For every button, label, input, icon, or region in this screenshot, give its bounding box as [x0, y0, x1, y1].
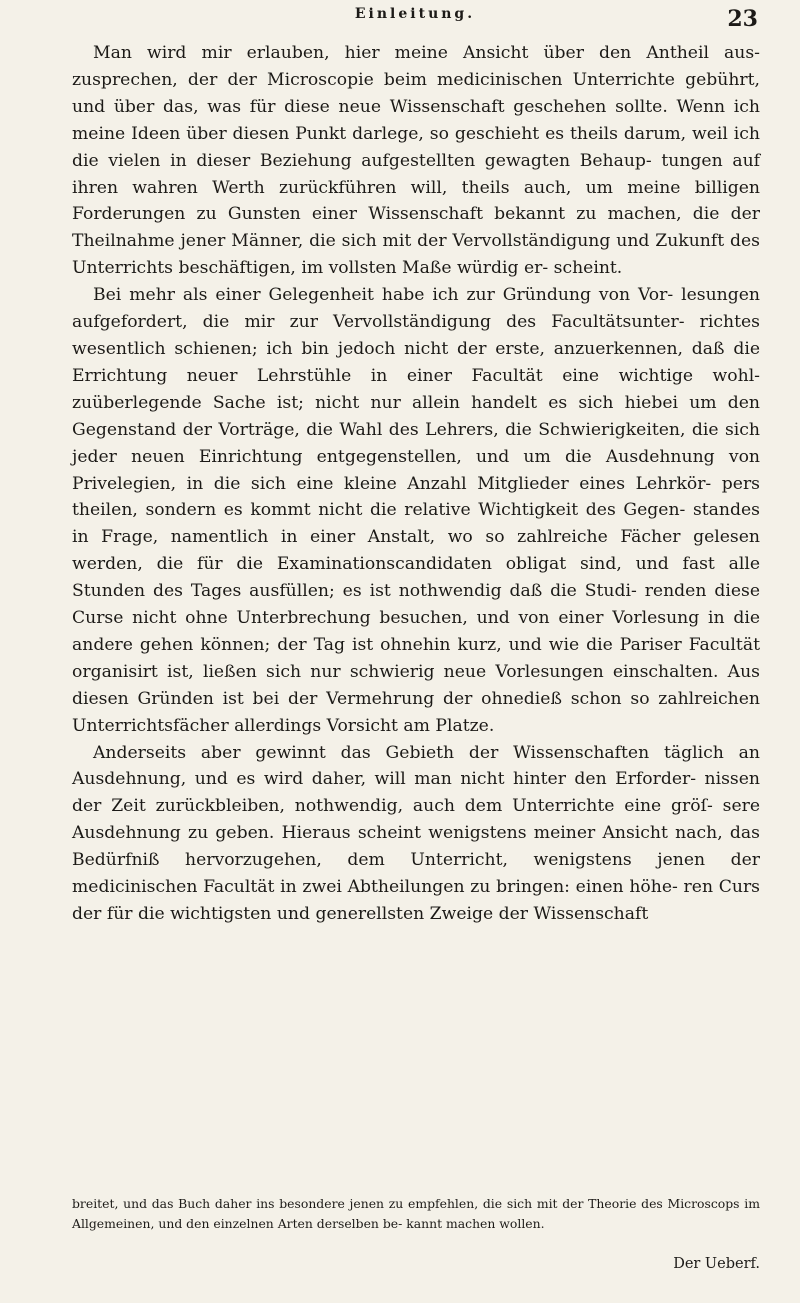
paragraph: Anderseits aber gewinnt das Gebieth der Wissenschaften täglich an Ausdehnung, und es wird daher, will man nicht hinter den Erforder- nissen der Zeit zurückbleiben, nothwendig, auch dem Unterrichte eine gröſ- sere Ausdehnung zu geben. Hieraus scheint wenigstens meiner Ansicht nach, das Bedürfniß hervorzugehen, dem Unterricht, wenigstens jenen der medicinischen Facultät in zwei Abtheilungen zu bringen: einen höhe- ren Curs der für die wichtigsten und generellsten Zweige der Wissenschaft [72, 742, 760, 924]
footnote: breitet, und das Buch daher ins besondere jenen zu empfehlen, die sich mit der Theorie des Microscops im Allgemeinen, und den einzelnen Arten derselben be- kannt machen wollen. [72, 1196, 760, 1231]
catchword: Der Ueberf. [673, 1256, 760, 1272]
paragraph: Bei mehr als einer Gelegenheit habe ich zur Gründung von Vor- lesungen aufgefordert, die mir zur Vervollständigung des Facultätsunter- richtes wesentlich schienen; ich bin jedoch nicht der erste, anzuerkennen, daß die Errichtung neuer Lehrstühle in einer Facultät eine wichtige wohl- zuüberlegende Sache ist; nicht nur allein handelt es sich hiebei um den Gegenstand der Vorträge, die Wahl des Lehrers, die Schwierigkeiten, die sich jeder neuen Einrichtung entgegenstellen, und um die Ausdehnung von Privelegien, in die sich eine kleine Anzahl Mitglieder eines Lehrkör- pers theilen, sondern es kommt nicht die relative Wichtigkeit des Gegen- standes in Frage, namentlich in einer Anstalt, wo so zahlreiche Fächer gelesen werden, die für die Examinationscandidaten obligat sind, und fast alle Stunden des Tages ausfüllen; es ist nothwendig daß die Studi- renden diese Curse nicht ohne Unterbrechung besuchen, und von einer Vorlesung in die andere gehen können; der Tag ist ohnehin kurz, und wie die Pariser Facultät organisirt ist, ließen sich nur schwierig neue Vorlesungen einschalten. Aus diesen Gründen ist bei der Vermehrung der ohnedieß schon so zahlreichen Unterrichtsfächer allerdings Vorsicht am Platze. [72, 285, 760, 736]
paragraph: Man wird mir erlauben, hier meine Ansicht über den Antheil aus- zusprechen, der der Microscopie beim medicinischen Unterrichte gebührt, und über das, was für diese neue Wissenschaft geschehen sollte. Wenn ich meine Ideen über diesen Punkt darlege, so geschieht es theils darum, weil ich die vielen in dieser Beziehung aufgestellten gewagten Behaup- tungen auf ihren wahren Werth zurückführen will, theils auch, um meine billigen Forderungen zu Gunsten einer Wissenschaft bekannt zu machen, die der Theilnahme jener Männer, die sich mit der Vervollständigung und Zukunft des Unterrichts beschäftigen, im vollsten Maße würdig er- scheint. [72, 43, 760, 279]
body-text [72, 40, 760, 928]
running-head: Einleitung. [354, 6, 476, 22]
page-number: 23 [727, 6, 758, 32]
page-header [70, 6, 760, 32]
